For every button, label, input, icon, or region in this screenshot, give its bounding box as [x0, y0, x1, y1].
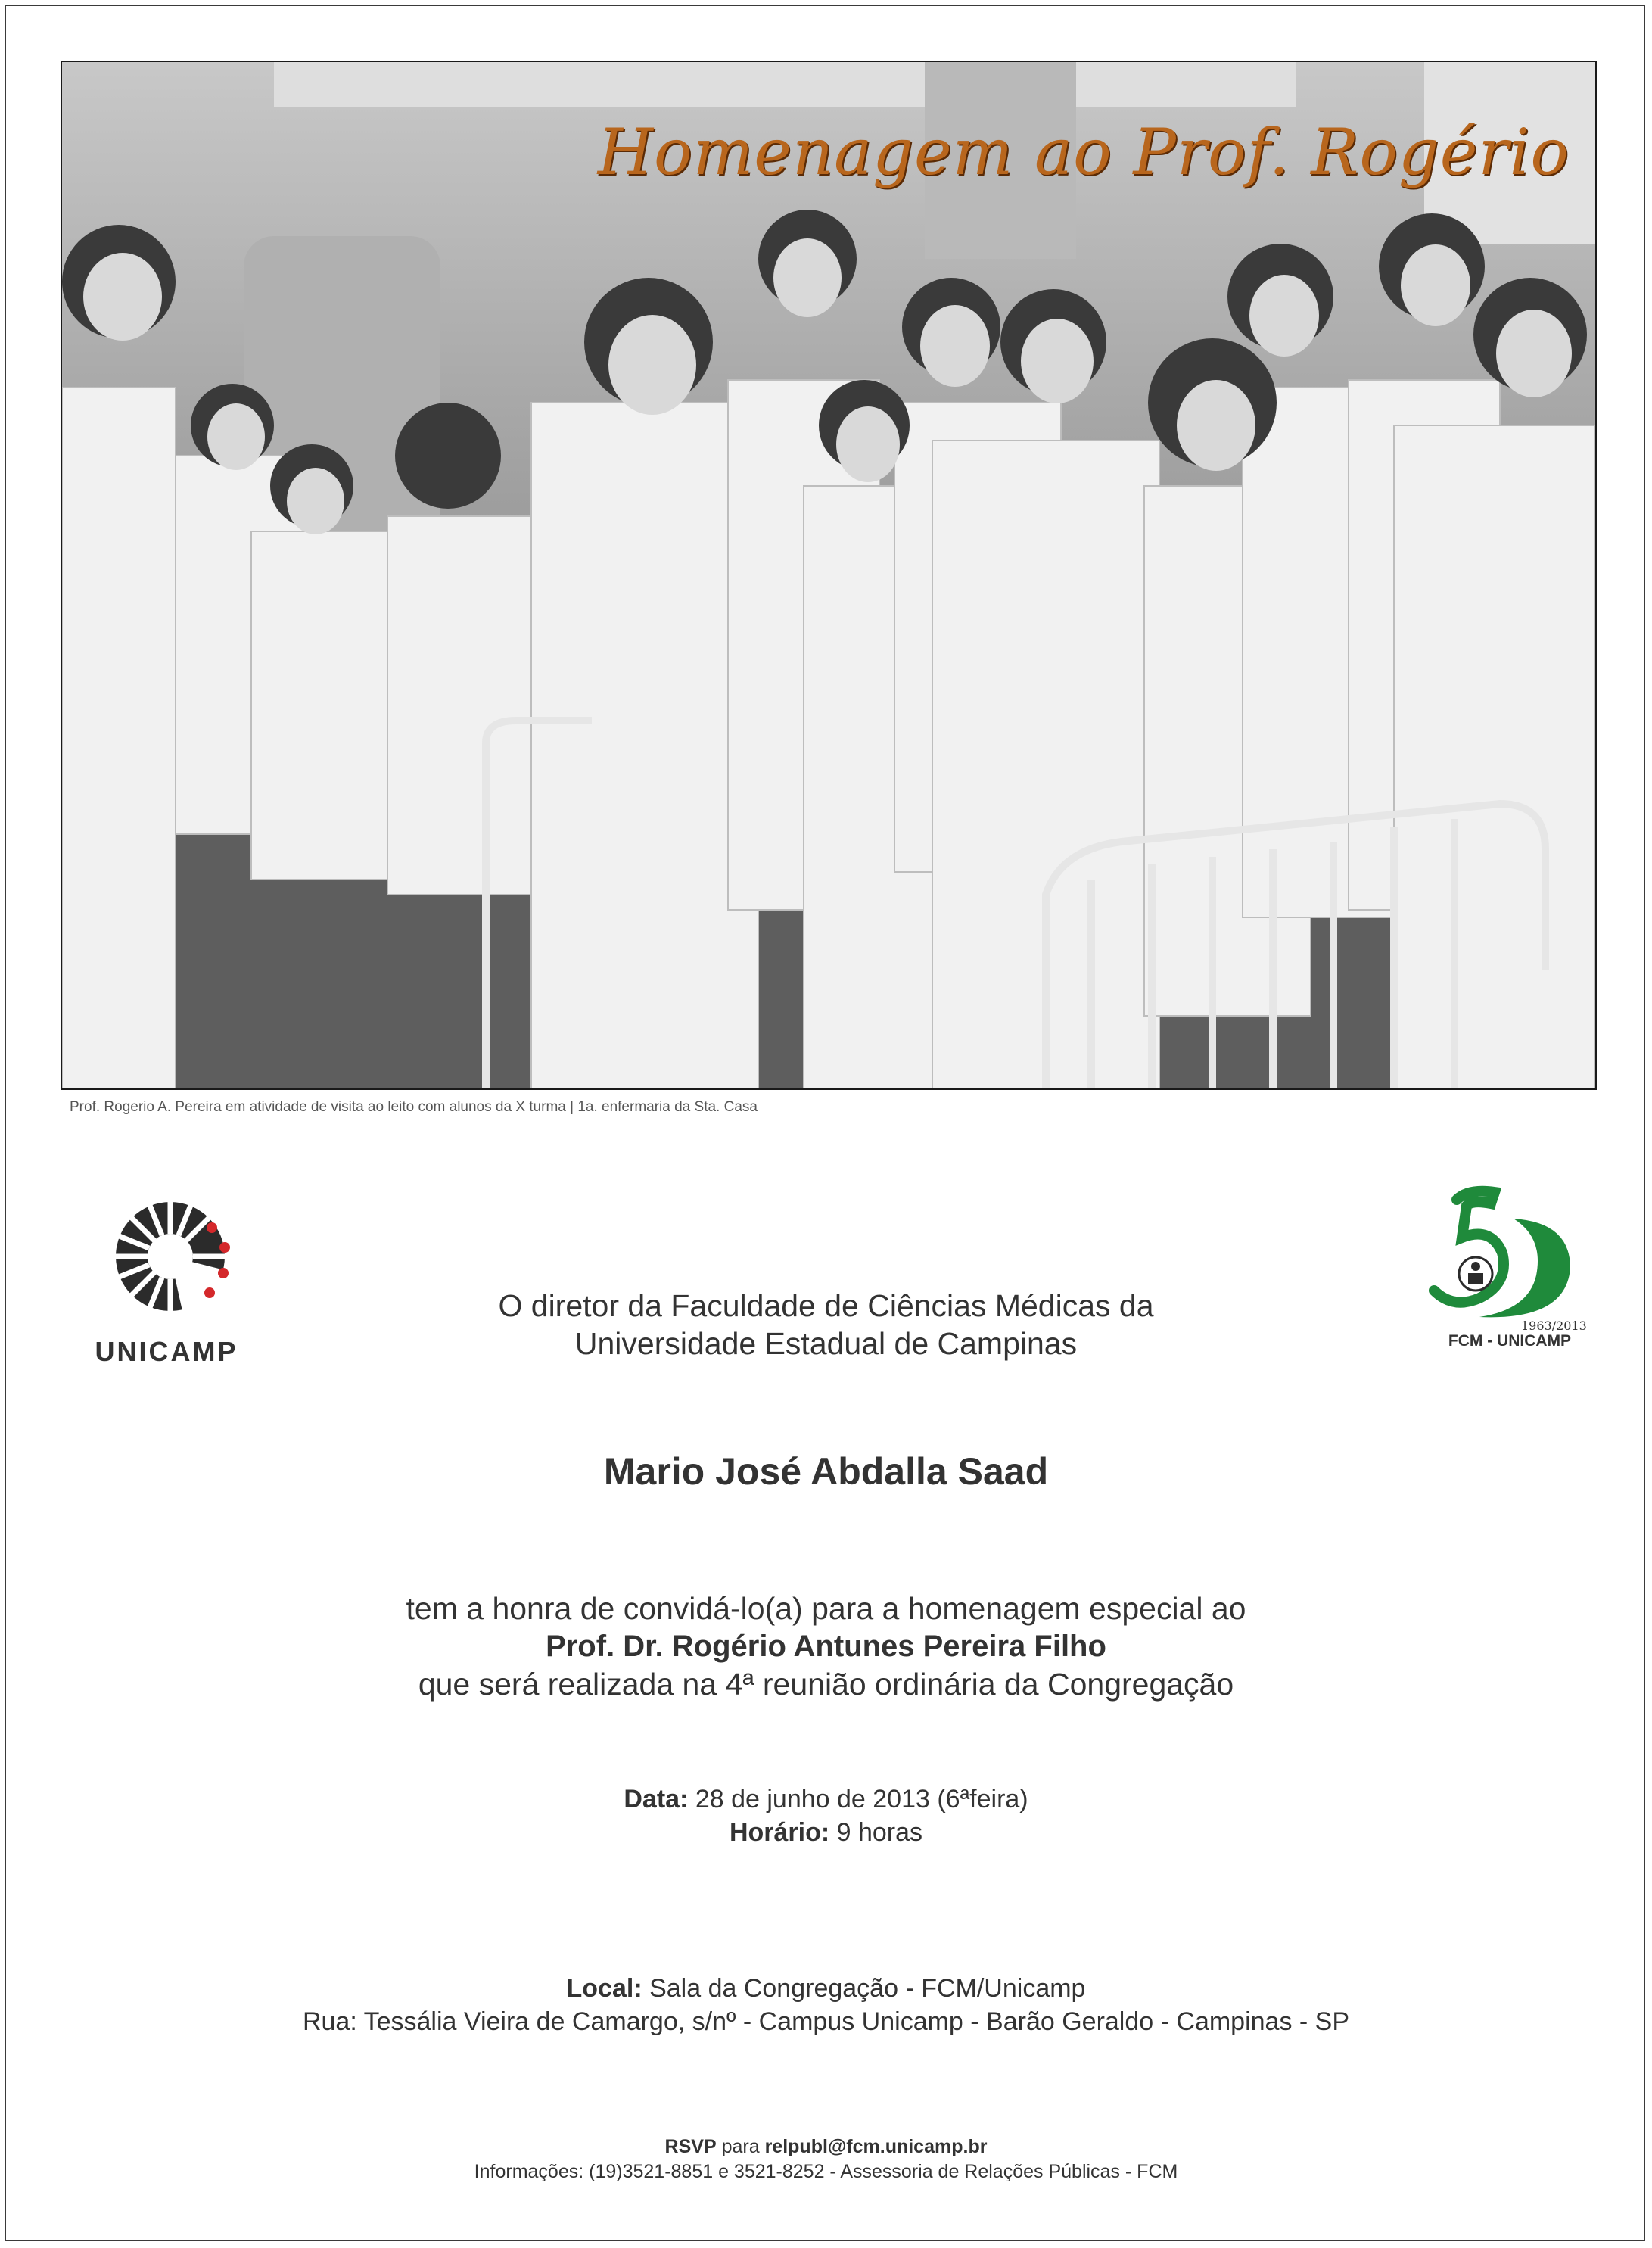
location-label: Local: — [566, 1974, 642, 2003]
rsvp-text: para — [716, 2136, 765, 2157]
rsvp-label: RSVP — [664, 2136, 717, 2157]
time-line — [0, 1816, 1652, 1849]
photo-caption: Prof. Rogerio A. Pereira em atividade de visita ao leito com alunos da X turma | 1a. enfermaria da Sta. Casa — [70, 1099, 758, 1115]
rsvp-email[interactable]: relpubl@fcm.unicamp.br — [764, 2136, 988, 2157]
unicamp-label: UNICAMP — [95, 1336, 238, 1367]
rsvp-block — [0, 2134, 1652, 2184]
fcm-years: 1963/2013 — [1521, 1319, 1587, 1333]
rsvp-info: Informações: (19)3521-8851 e 3521-8252 - Assessoria de Relações Públicas - FCM — [474, 2161, 1178, 2182]
director-name: Mario José Abdalla Saad — [603, 1450, 1049, 1493]
rsvp-line — [0, 2134, 1652, 2159]
date-value: 28 de junho de 2013 (6ªfeira) — [688, 1785, 1028, 1814]
invite-line-1: tem a honra de convidá-lo(a) para a homenagem especial ao — [406, 1591, 1246, 1626]
location-address: Rua: Tessália Vieira de Camargo, s/nº - Campus Unicamp - Barão Geraldo - Campinas - SP — [302, 2007, 1350, 2036]
honoree-name: Prof. Dr. Rogério Antunes Pereira Filho — [546, 1630, 1106, 1663]
director-block — [0, 1287, 1652, 1362]
historic-photo — [61, 61, 1597, 1090]
invite-line-3: que será realizada na 4ª reunião ordinária da Congregação — [418, 1667, 1234, 1702]
date-line — [0, 1783, 1652, 1816]
time-value: 9 horas — [829, 1818, 923, 1847]
time-label: Horário: — [729, 1818, 830, 1847]
schedule-block — [0, 1783, 1652, 1849]
location-block — [0, 1972, 1652, 2038]
invitation-block — [0, 1589, 1652, 1703]
date-label: Data: — [624, 1785, 689, 1814]
director-line-1: O diretor da Faculdade de Ciências Médicas da — [498, 1288, 1154, 1323]
location-value: Sala da Congregação - FCM/Unicamp — [642, 1974, 1086, 2003]
photo-title: Homenagem ao Prof. Rogério — [597, 115, 1570, 189]
director-line-2: Universidade Estadual de Campinas — [574, 1326, 1078, 1361]
fcm-label: FCM - UNICAMP — [1448, 1332, 1572, 1350]
location-line — [0, 1972, 1652, 2005]
